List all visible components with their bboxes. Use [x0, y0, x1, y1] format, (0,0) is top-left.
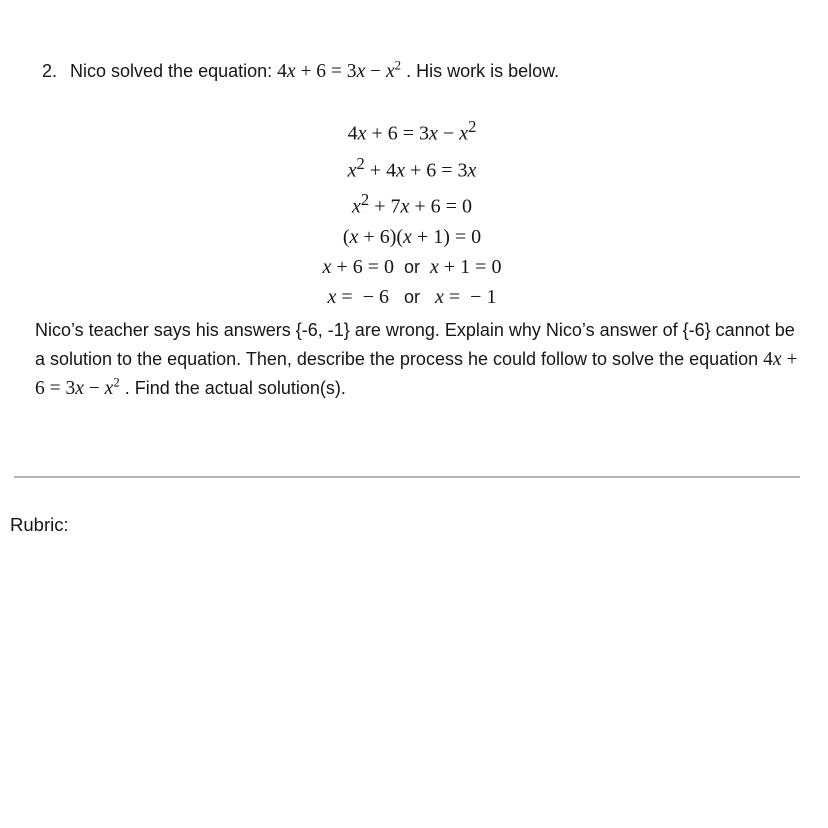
question-text-before: Nico solved the equation:	[70, 61, 278, 81]
prompt-text-before: Nico’s teacher says his answers {-6, -1} are wrong. Explain why Nico’s answer of {-6} cannot be a solution to the equation. Then, describe the process he could follow to solve the equation	[35, 320, 795, 369]
question-heading	[42, 58, 559, 85]
prompt-paragraph	[35, 316, 799, 403]
question-text-after: . His work is below.	[401, 61, 560, 81]
horizontal-divider	[14, 476, 800, 478]
rubric-label: Rubric:	[10, 514, 69, 535]
prompt-text-after: . Find the actual solution(s).	[119, 378, 346, 398]
work-step: x + 6 = 0 or x + 1 = 0	[322, 255, 502, 278]
work-step: $x^2 + 4x + 6 = 3x$	[347, 153, 477, 182]
work-step: $x^2 + 7x + 6 = 0$	[352, 190, 472, 218]
prompt-equation: $4x + 6 = 3x - x^2$	[35, 349, 798, 399]
question-equation: $4x + 6 = 3x - x^2$	[277, 58, 402, 82]
work-step: $4x + 6 = 3x - x^2$	[347, 117, 477, 145]
work-step: x = − 6 or x = − 1	[327, 285, 497, 308]
question-number: 2.	[42, 61, 58, 81]
work-block	[0, 112, 824, 312]
work-step: (x + 6)(x + 1) = 0	[342, 225, 482, 248]
